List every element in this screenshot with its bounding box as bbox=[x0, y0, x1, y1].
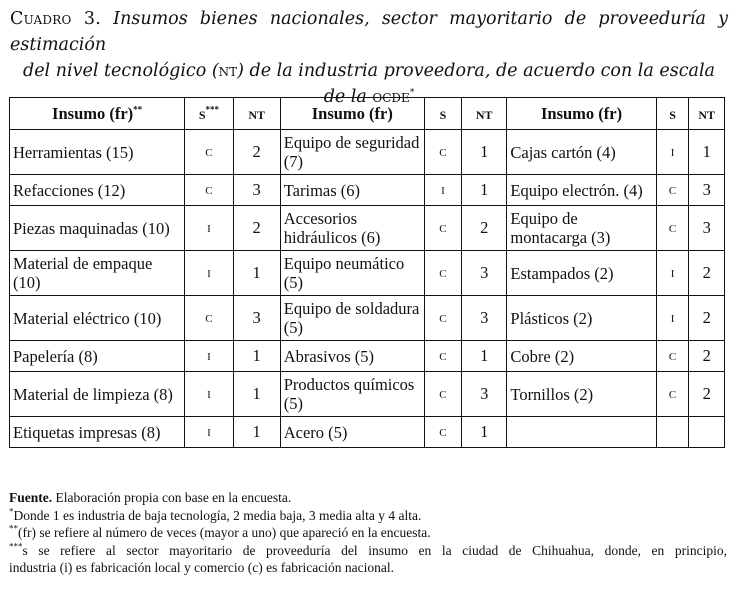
sector-cell: c bbox=[185, 296, 233, 341]
insumo-cell: Acero (5) bbox=[280, 417, 424, 448]
sector-cell: c bbox=[424, 206, 461, 251]
nt-cell: 3 bbox=[689, 206, 725, 251]
sector-cell: c bbox=[656, 175, 689, 206]
note-source-text: Elaboración propia con base en la encuesta. bbox=[55, 490, 292, 505]
caption-nt: nt bbox=[218, 61, 238, 81]
nt-cell: 1 bbox=[462, 175, 507, 206]
insumo-cell: Equipo neumático (5) bbox=[280, 251, 424, 296]
insumo-cell: Material de limpieza (8) bbox=[10, 372, 185, 417]
nt-cell: 1 bbox=[462, 130, 507, 175]
insumo-cell: Material de empaque (10) bbox=[10, 251, 185, 296]
insumo-cell: Estampados (2) bbox=[507, 251, 656, 296]
sector-cell: i bbox=[185, 341, 233, 372]
note-3: ***s se refiere al sector mayoritario de proveeduría del insumo en la ciudad de Chihuahua, donde, en principio, bbox=[9, 541, 727, 558]
table-row bbox=[10, 130, 725, 175]
sector-cell: i bbox=[185, 206, 233, 251]
insumo-cell bbox=[507, 417, 656, 448]
sector-cell: i bbox=[656, 251, 689, 296]
header-row bbox=[10, 98, 725, 130]
table-notes bbox=[9, 489, 727, 577]
note-source-label: Fuente. bbox=[9, 490, 53, 505]
sector-cell: c bbox=[424, 372, 461, 417]
table-row bbox=[10, 175, 725, 206]
sector-cell: i bbox=[185, 372, 233, 417]
inputs-table bbox=[9, 97, 725, 448]
insumo-cell: Tarimas (6) bbox=[280, 175, 424, 206]
insumo-cell: Piezas maquinadas (10) bbox=[10, 206, 185, 251]
header-insumo-2: Insumo (fr) bbox=[280, 98, 424, 130]
nt-cell: 2 bbox=[233, 130, 280, 175]
insumo-cell: Papelería (8) bbox=[10, 341, 185, 372]
insumo-cell: Abrasivos (5) bbox=[280, 341, 424, 372]
sector-cell: c bbox=[424, 296, 461, 341]
nt-cell: 2 bbox=[462, 206, 507, 251]
sector-cell: c bbox=[656, 341, 689, 372]
nt-cell: 3 bbox=[462, 372, 507, 417]
nt-cell: 1 bbox=[233, 417, 280, 448]
header-nt-3: nt bbox=[689, 98, 725, 130]
nt-cell: 2 bbox=[689, 251, 725, 296]
sector-cell: i bbox=[656, 130, 689, 175]
nt-cell: 3 bbox=[233, 296, 280, 341]
header-nt-1: nt bbox=[233, 98, 280, 130]
nt-cell: 3 bbox=[462, 251, 507, 296]
header-nt-2: nt bbox=[462, 98, 507, 130]
sector-cell: c bbox=[185, 130, 233, 175]
note-2: **(fr) se refiere al número de veces (mayor a uno) que apareció en la encuesta. bbox=[9, 523, 431, 540]
sector-cell: i bbox=[185, 417, 233, 448]
caption-star: * bbox=[409, 88, 415, 99]
caption-line1: Insumos bienes nacionales, sector mayoritario de proveeduría y estimación bbox=[10, 9, 728, 55]
insumo-cell: Plásticos (2) bbox=[507, 296, 656, 341]
sector-cell: i bbox=[424, 175, 461, 206]
nt-cell: 3 bbox=[462, 296, 507, 341]
nt-cell: 3 bbox=[233, 175, 280, 206]
nt-cell: 2 bbox=[689, 296, 725, 341]
nt-cell: 1 bbox=[462, 417, 507, 448]
note-3-cont: industria (i) es fabricación local y comercio (c) es fabricación nacional. bbox=[9, 560, 394, 575]
nt-cell: 2 bbox=[689, 372, 725, 417]
caption-line2-a: del nivel tecnológico ( bbox=[23, 61, 219, 81]
table-row bbox=[10, 206, 725, 251]
table-row bbox=[10, 417, 725, 448]
nt-cell: 2 bbox=[233, 206, 280, 251]
insumo-cell: Cajas cartón (4) bbox=[507, 130, 656, 175]
note-source bbox=[9, 489, 727, 507]
caption-ocde: ocde bbox=[372, 87, 410, 107]
insumo-cell: Cobre (2) bbox=[507, 341, 656, 372]
sector-cell bbox=[656, 417, 689, 448]
sector-cell: c bbox=[424, 341, 461, 372]
insumo-cell: Equipo de montacarga (3) bbox=[507, 206, 656, 251]
insumo-cell: Etiquetas impresas (8) bbox=[10, 417, 185, 448]
header-insumo-1: Insumo (fr)** bbox=[10, 98, 185, 130]
sector-cell: c bbox=[424, 130, 461, 175]
table-row bbox=[10, 372, 725, 417]
caption-label: Cuadro 3. bbox=[10, 9, 101, 29]
nt-cell: 1 bbox=[233, 372, 280, 417]
note-1: *Donde 1 es industria de baja tecnología, 2 media baja, 3 media alta y 4 alta. bbox=[9, 506, 422, 523]
insumo-cell: Equipo de soldadura (5) bbox=[280, 296, 424, 341]
nt-cell bbox=[689, 417, 725, 448]
sector-cell: i bbox=[656, 296, 689, 341]
header-s-3: s bbox=[656, 98, 689, 130]
table-row bbox=[10, 341, 725, 372]
sector-cell: c bbox=[424, 251, 461, 296]
insumo-cell: Productos químicos (5) bbox=[280, 372, 424, 417]
insumo-cell: Refacciones (12) bbox=[10, 175, 185, 206]
insumo-cell: Herramientas (15) bbox=[10, 130, 185, 175]
insumo-cell: Equipo electrón. (4) bbox=[507, 175, 656, 206]
nt-cell: 3 bbox=[689, 175, 725, 206]
nt-cell: 1 bbox=[689, 130, 725, 175]
nt-cell: 1 bbox=[233, 251, 280, 296]
sector-cell: c bbox=[185, 175, 233, 206]
sector-cell: c bbox=[656, 372, 689, 417]
insumo-cell: Equipo de seguridad (7) bbox=[280, 130, 424, 175]
table-row bbox=[10, 296, 725, 341]
sector-cell: i bbox=[185, 251, 233, 296]
insumo-cell: Material eléctrico (10) bbox=[10, 296, 185, 341]
nt-cell: 2 bbox=[689, 341, 725, 372]
sector-cell: c bbox=[424, 417, 461, 448]
header-insumo-3: Insumo (fr) bbox=[507, 98, 656, 130]
nt-cell: 1 bbox=[233, 341, 280, 372]
insumo-cell: Tornillos (2) bbox=[507, 372, 656, 417]
sector-cell: c bbox=[656, 206, 689, 251]
caption-line2-b: ) de la industria proveedora, de acuerdo con la escala de la bbox=[237, 61, 715, 107]
table-row bbox=[10, 251, 725, 296]
nt-cell: 1 bbox=[462, 341, 507, 372]
header-s-1: s*** bbox=[185, 98, 233, 130]
insumo-cell: Accesorios hidráulicos (6) bbox=[280, 206, 424, 251]
table-caption bbox=[10, 6, 728, 110]
header-s-2: s bbox=[424, 98, 461, 130]
